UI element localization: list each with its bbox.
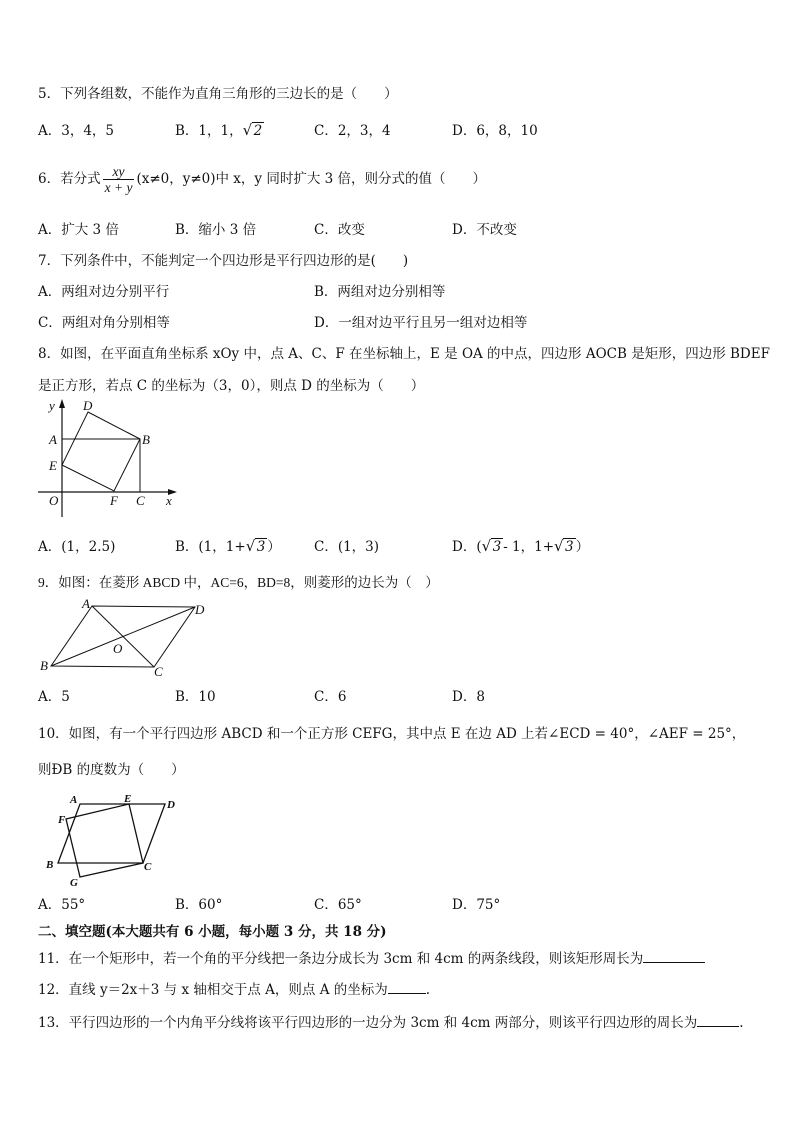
q8-option-d [452,535,589,555]
q6-option-a: A．扩大 3 倍 [38,222,119,238]
q8-option-d-suffix: ） [575,539,590,555]
q8-label-x: x [166,493,172,508]
q13-answer-blank [697,1026,739,1027]
q10-label-b: B [46,859,54,871]
q5-option-b-radicand: 2 [253,123,263,139]
q8-stem-line2: 是正方形，若点 C 的坐标为（3，0），则点 D 的坐标为（ ） [38,378,425,394]
q9-option-b: B．10 [175,689,216,705]
q6-fraction [103,164,135,195]
q8-stem-line1: 8．如图，在平面直角坐标系 xOy 中，点 A、C、F 在坐标轴上，E 是 OA 的中点，四边形 AOCB 是矩形，四边形 BDEF [38,346,770,362]
q12-suffix: . [425,982,431,998]
q9-diagonal-bd [51,607,195,666]
q6-option-b: B．缩小 3 倍 [175,222,257,238]
q6-option-d: D．不改变 [452,222,517,238]
q5-option-b-prefix: B．1，1， [175,123,243,139]
q10-square-cefg [66,804,143,877]
q7-stem: 7．下列条件中，不能判定一个四边形是平行四边形的是( ) [38,253,409,269]
q11-answer-blank [643,962,705,963]
q8-label-e: E [49,458,57,473]
q8-figure [30,395,190,520]
q10-label-f: F [58,814,66,826]
q10-label-a: A [70,794,78,806]
q10-label-g: G [70,877,78,889]
q10-label-e: E [124,793,132,805]
q9-label-o: O [113,641,123,656]
q9-label-a: A [82,597,90,611]
section-title: 二、填空题(本大题共有 6 小题，每小题 3 分，共 18 分) [38,924,387,940]
q5-option-c: C．2，3，4 [314,123,391,139]
q9-label-c: C [154,664,163,679]
q10-option-b: B．60° [175,897,223,913]
q12-text: 12．直线 y＝2x＋3 与 x 轴相交于点 A，则点 A 的坐标为 [38,982,388,998]
q8-option-c: C．(1，3) [314,539,380,555]
q10-label-d: D [167,799,175,811]
q6-option-c: C．改变 [314,222,365,238]
q6-fraction-denominator: x + y [104,180,133,195]
q6-stem [38,162,486,196]
q7-option-d: D．一组对边平行且另一组对边相等 [314,315,528,331]
q8-label-f: F [110,493,118,508]
q8-label-a: A [49,432,57,447]
q9-option-a: A．5 [38,689,70,705]
q9-stem: 9．如图：在菱形 ABCD 中，AC=6，BD=8，则菱形的边长为（ ） [38,575,439,590]
q8-label-b: B [142,432,150,447]
q8-label-c: C [136,493,145,508]
q8-option-b-radicand: 3 [256,539,266,555]
q10-stem-line2: 则ÐB 的度数为（ ） [38,762,185,778]
q9-label-b: B [40,658,48,673]
q10-option-d: D．75° [452,897,501,913]
q7-option-b: B．两组对边分别相等 [314,284,446,300]
q9-figure [34,597,214,682]
q10-option-c: C．65° [314,897,362,913]
q8-option-d-radicand-2: 3 [565,539,574,555]
q8-label-d: D [83,398,93,413]
q5-option-d: D．6，8，10 [452,123,538,139]
q8-option-b [175,535,281,555]
q11-text: 11．在一个矩形中，若一个角的平分线把一条边分成长为 3cm 和 4cm 的两条线段，则该矩形周长为 [38,951,644,967]
q8-y-arrow-icon [59,399,65,408]
q13-suffix: . [739,1015,744,1031]
q10-option-a: A．55° [38,897,86,913]
q8-square-bdef [62,412,140,491]
q13-stem [38,1011,744,1031]
sqrt-symbol [246,539,268,555]
sqrt-symbol [482,539,504,555]
q8-option-d-radicand-1: 3 [492,539,502,555]
q9-option-c: C．6 [314,689,347,705]
q5-option-b [175,119,264,139]
q5-stem: 5．下列各组数，不能作为直角三角形的三边长的是（ ） [38,86,398,102]
q8-label-y: y [49,398,55,413]
q9-option-d: D．8 [452,689,485,705]
q8-option-b-suffix: ） [267,539,281,555]
q12-answer-blank [388,993,426,994]
q8-option-b-prefix: B．(1，1+ [175,539,246,555]
q8-option-d-middle: - 1，1+ [503,539,555,555]
q11-stem [38,947,705,967]
q8-label-o: O [49,493,59,508]
q6-prefix: 6．若分式 [38,171,101,187]
q6-suffix: (x≠0，y≠0)中 x，y 同时扩大 3 倍，则分式的值（ ） [136,171,487,187]
q8-option-d-prefix: D．( [452,539,482,555]
q10-figure [40,790,190,890]
q8-option-a: A．(1，2.5) [38,539,116,555]
q7-option-a: A．两组对边分别平行 [38,284,170,300]
q10-label-c: C [144,861,152,873]
q13-text: 13．平行四边形的一个内角平分线将该平行四边形的一边分为 3cm 和 4cm 两部分，则该平行四边形的周长为 [38,1015,698,1031]
q7-option-c: C．两组对角分别相等 [38,315,170,331]
q6-fraction-numerator: xy [103,164,135,180]
q10-stem-line1: 10．如图，有一个平行四边形 ABCD 和一个正方形 CEFG，其中点 E 在边 AD 上若∠ECD = 40°，∠AEF = 25°， [38,726,746,742]
q12-stem [38,978,430,998]
sqrt-symbol [243,123,265,139]
q5-option-a: A．3，4，5 [38,123,115,139]
q9-label-d: D [195,602,205,617]
sqrt-symbol [554,539,576,555]
